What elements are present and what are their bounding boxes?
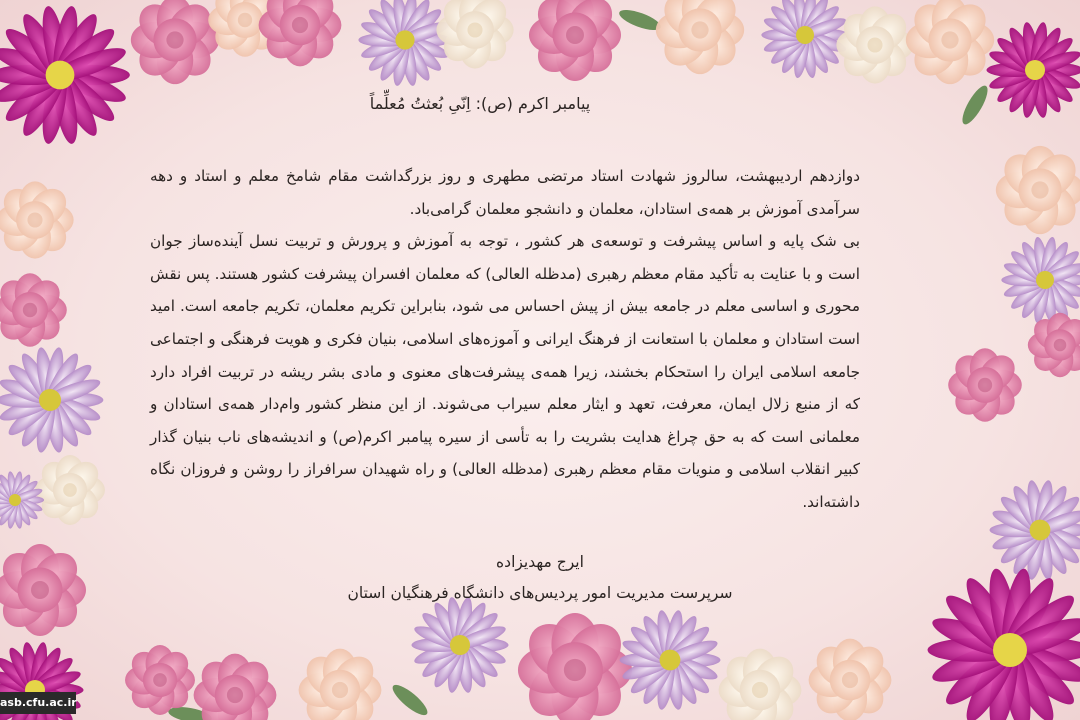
- flower: [125, 645, 195, 715]
- signature-title: سرپرست مدیریت امور پردیس‌های دانشگاه فرهنگیان استان: [347, 584, 733, 602]
- flower: [719, 649, 802, 720]
- flower: [0, 544, 86, 636]
- signature-name: ایرج مهدیزاده: [496, 553, 584, 571]
- flower: [0, 471, 44, 530]
- flower: [928, 567, 1080, 720]
- leaf: [389, 680, 432, 719]
- leaf: [958, 82, 992, 127]
- flower: [996, 146, 1080, 234]
- flower: [990, 479, 1080, 581]
- flower: [1001, 236, 1080, 324]
- message-body: [150, 160, 860, 519]
- flower: [0, 4, 130, 145]
- flower: [518, 613, 632, 720]
- flower: [436, 0, 513, 69]
- flower: [948, 348, 1022, 422]
- flower: [0, 346, 103, 454]
- flower: [131, 0, 219, 84]
- flower: [299, 649, 382, 720]
- flower: [0, 273, 67, 347]
- flower: [987, 21, 1080, 119]
- flower: [0, 181, 74, 258]
- flower: [809, 639, 892, 720]
- flower: [906, 0, 994, 84]
- flower: [529, 0, 621, 81]
- flower: [259, 0, 342, 66]
- flower: [836, 6, 913, 83]
- body-paragraph-2: بی شک پایه و اساس پیشرفت و توسعه‌ی هر کشور ، توجه به آموزش و پرورش و تربیت نسل آینده‌ساز جوان است و با عنایت به تأکید مقام معظم رهبری (مدظله العالی) که معلمان افسران پیشرفت کشور هستند. پس نقش محوری و اساسی معلم در جامعه بیش از پیش احساس می شود، بنابراین تکریم معلمان، تکریم جامعه است. امید است استادان و معلمان با استعانت از فرهنگ ایرانی و آموزه‌های اسلامی، بنیان فکری و هویت فرهنگی و اجتماعی جامعه اسلامی ایران را استحکام بخشند، زیرا همه‌ی پیشرفت‌های معنوی و مادی بشر ریشه در تربیت افراد دارد که از منبع زلال ایمان، معرفت، تعهد و ایثار معلم سیراب می‌شوند. از این منظر کشور وام‌دار همه‌ی استادان و معلمانی است که به حق چراغ هدایت بشریت را به تأسی از سیره پیامبر اکرم(ص) و اندیشه‌های ناب بنیان گذار کبیر انقلاب اسلامی و منویات مقام معظم رهبری (مدظله العالی) و راه شهیدان سرافراز را روشن و فروزان نگاه داشته‌اند.: [150, 232, 860, 511]
- flower: [35, 455, 105, 525]
- flower: [620, 609, 721, 711]
- flower: [194, 654, 277, 720]
- flower: [412, 596, 509, 694]
- flower: [656, 0, 744, 74]
- prophet-quote: پیامبر اکرم (ص): اِنّیِ بُعثتُ مُعلِّماً: [369, 94, 591, 113]
- flower: [1028, 313, 1080, 377]
- site-watermark[interactable]: asb.cfu.ac.ir: [0, 692, 76, 714]
- flower: [358, 0, 451, 87]
- body-paragraph-1: دوازدهم اردیبهشت، سالروز شهادت استاد مرتضی مطهری و روز بزرگداشت مقام شامخ معلم و استاد و دهه سرآمدی آموزش بر همه‌ی استادان، معلمان و دانشجو معلمان گرامی‌باد.: [150, 167, 860, 218]
- flower: [761, 0, 848, 79]
